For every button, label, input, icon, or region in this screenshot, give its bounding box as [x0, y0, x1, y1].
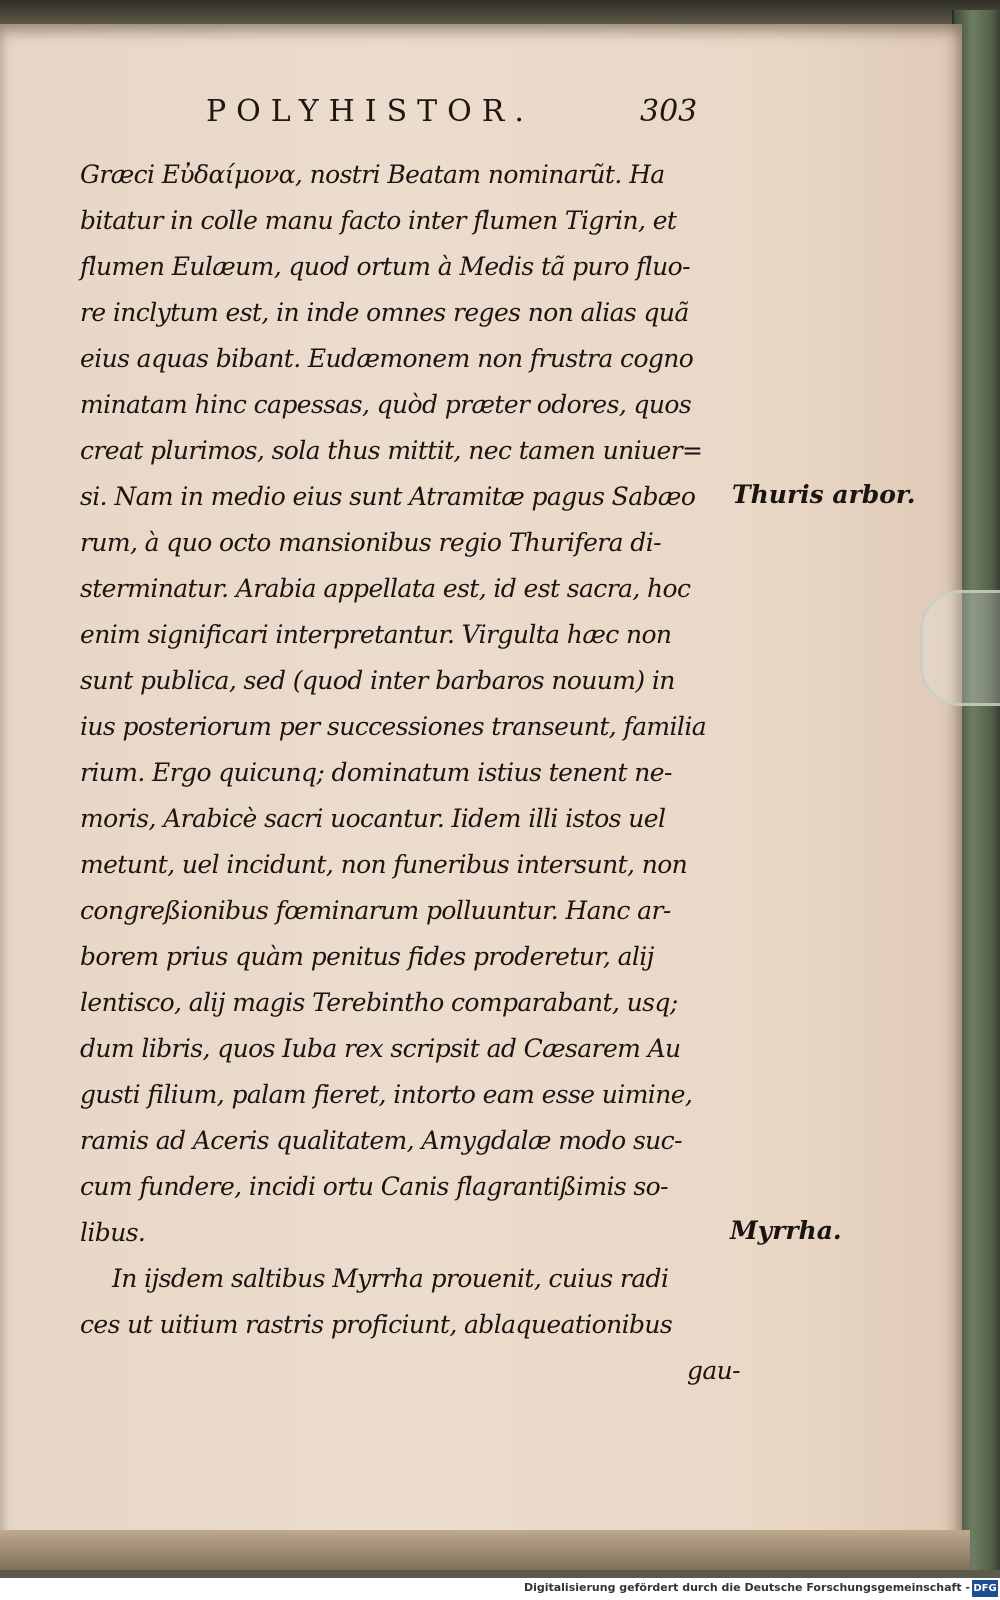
text-line: libus. — [80, 1218, 146, 1247]
text-line: ramis ad Aceris qualitatem, Amygdalæ modo suc- — [80, 1126, 682, 1155]
text-line: si. Nam in medio eius sunt Atramitæ pagus Sabæo — [80, 482, 696, 511]
text-line: bitatur in colle manu facto inter flumen Tigrin, et — [80, 206, 677, 235]
text-line: moris, Arabicè sacri uocantur. Iidem illi istos uel — [80, 804, 666, 833]
text-line: rium. Ergo quicunq; dominatum istius tenent ne- — [80, 758, 672, 787]
text-line-paragraph-start: In ijsdem saltibus Myrrha prouenit, cuius radi — [112, 1264, 669, 1293]
dfg-logo: DFG — [972, 1580, 998, 1597]
text-line: sunt publica, sed (quod inter barbaros nouum) in — [80, 666, 675, 695]
page-number: 303 — [640, 94, 698, 129]
page-bottom-edge — [0, 1530, 970, 1570]
marginal-note-myrrha: Myrrha. — [730, 1216, 842, 1245]
text-line: congreßionibus fœminarum polluuntur. Hanc ar- — [80, 896, 671, 925]
text-line: lentisco, alij magis Terebintho comparabant, usq; — [80, 988, 678, 1017]
text-line: ces ut uitium rastris proficiunt, ablaqueationibus — [80, 1310, 673, 1339]
book-clip — [920, 590, 1000, 706]
text-line: metunt, uel incidunt, non funeribus intersunt, non — [80, 850, 688, 879]
body-text — [80, 152, 740, 1394]
text-line: re inclytum est, in inde omnes reges non alias quã — [80, 298, 689, 327]
running-head: POLYHISTOR. — [206, 94, 534, 129]
text-line: sterminatur. Arabia appellata est, id est sacra, hoc — [80, 574, 691, 603]
text-line: rum, à quo octo mansionibus regio Thurifera di- — [80, 528, 661, 557]
text-line: ius posteriorum per successiones transeunt, familia — [80, 712, 707, 741]
text-line: eius aquas bibant. Eudæmonem non frustra cogno — [80, 344, 694, 373]
text-line: borem prius quàm penitus fides proderetur, alij — [80, 942, 654, 971]
text-line: gusti filium, palam fieret, intorto eam esse uimine, — [80, 1080, 693, 1109]
footer-credit: Digitalisierung gefördert durch die Deutsche Forschungsgemeinschaft - — [523, 1581, 970, 1594]
catchword: gau- — [686, 1356, 740, 1385]
marginal-note-thuris-arbor: Thuris arbor. — [732, 480, 916, 509]
text-line: minatam hinc capessas, quòd præter odores, quos — [80, 390, 692, 419]
text-line: creat plurimos, sola thus mittit, nec tamen uniuer= — [80, 436, 703, 465]
text-line: Græci Εὐδαίμονα, nostri Beatam nominarũt. Ha — [80, 160, 665, 189]
text-line: enim significari interpretantur. Virgulta hæc non — [80, 620, 672, 649]
text-line: cum fundere, incidi ortu Canis flagrantißimis so- — [80, 1172, 668, 1201]
text-line: dum libris, quos Iuba rex scripsit ad Cæsarem Au — [80, 1034, 681, 1063]
book-page — [0, 24, 962, 1564]
text-line: flumen Eulæum, quod ortum à Medis tã puro fluo- — [80, 252, 690, 281]
